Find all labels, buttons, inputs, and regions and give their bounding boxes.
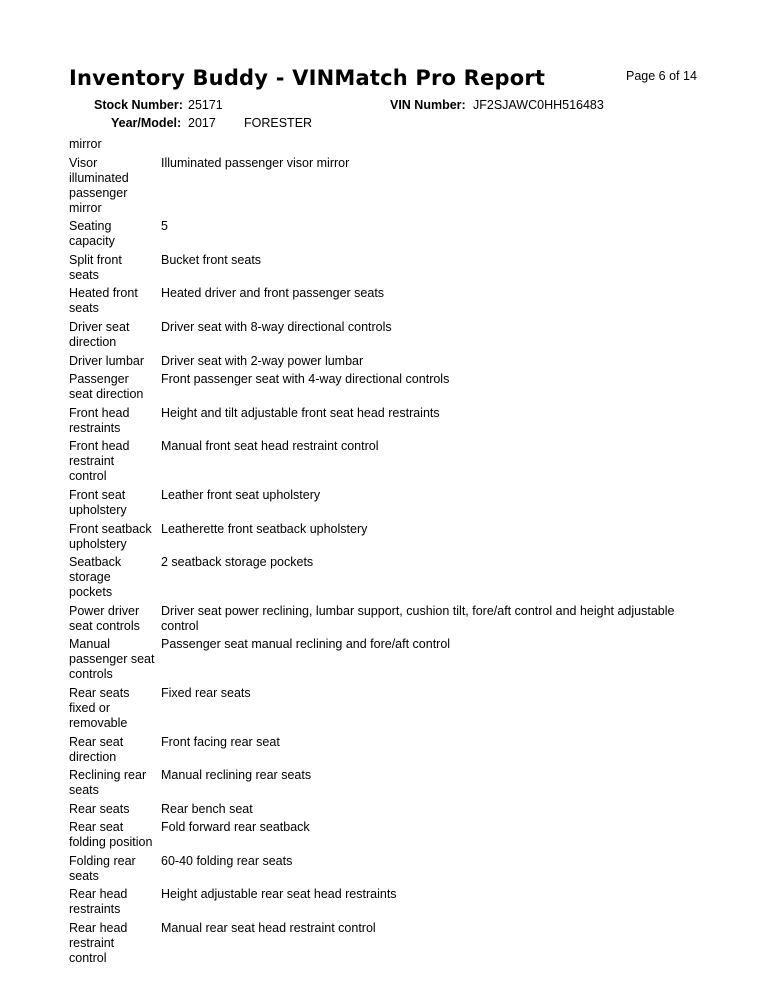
spec-label: Folding rear seats: [69, 853, 136, 883]
spec-row: [66, 406, 694, 440]
spec-row: [66, 253, 694, 287]
spec-row: [66, 439, 694, 488]
spec-label: Passenger seat direction: [69, 372, 144, 402]
page-indicator: Page 6 of 14: [626, 69, 697, 83]
spec-label: Front head restraints: [69, 405, 130, 435]
stock-number-label: Stock Number:: [94, 98, 183, 112]
spec-value: Height and tilt adjustable front seat head restraints: [161, 405, 440, 420]
spec-value: Driver seat power reclining, lumbar support, cushion tilt, fore/aft control and height adjustable control: [161, 603, 675, 633]
spec-label: Manual passenger seat controls: [69, 637, 155, 682]
spec-value: Manual rear seat head restraint control: [161, 921, 376, 936]
spec-value: Driver seat with 8-way directional controls: [161, 319, 392, 334]
spec-row: [66, 854, 694, 888]
spec-label: Rear head restraint control: [69, 921, 128, 966]
spec-row: [66, 802, 694, 821]
spec-value: Rear bench seat: [161, 801, 253, 816]
spec-value: Front facing rear seat: [161, 734, 280, 749]
spec-label: Front seatback upholstery: [69, 521, 152, 551]
spec-label: mirror: [69, 137, 102, 151]
spec-row: [66, 604, 694, 638]
spec-label: Seating capacity: [69, 219, 115, 249]
spec-value: Driver seat with 2-way power lumbar: [161, 353, 364, 368]
spec-row: [66, 354, 694, 373]
spec-label: Driver lumbar: [69, 353, 145, 368]
spec-value: Height adjustable rear seat head restraints: [161, 887, 397, 902]
spec-value: Heated driver and front passenger seats: [161, 286, 385, 301]
spec-value: 60-40 folding rear seats: [161, 853, 293, 868]
spec-label: Rear seats: [69, 801, 130, 816]
vin-number-label: VIN Number:: [390, 98, 466, 112]
spec-row: [66, 735, 694, 769]
spec-value: Front passenger seat with 4-way directional controls: [161, 372, 450, 387]
spec-row: [66, 156, 694, 220]
spec-label: Seatback storage pockets: [69, 555, 122, 600]
spec-row: [66, 686, 694, 735]
spec-label: Rear seat direction: [69, 734, 124, 764]
spec-value: 5: [161, 219, 168, 234]
spec-label: Driver seat direction: [69, 319, 130, 349]
spec-label: Split front seats: [69, 252, 122, 282]
spec-row: [66, 286, 694, 320]
spec-row: [66, 921, 694, 970]
spec-value: Bucket front seats: [161, 252, 262, 267]
spec-row: [66, 820, 694, 854]
spec-value: 2 seatback storage pockets: [161, 555, 314, 570]
spec-value: Leatherette front seatback upholstery: [161, 521, 368, 536]
spec-row: [66, 768, 694, 802]
spec-table-body: [66, 137, 694, 970]
spec-row: [66, 637, 694, 686]
spec-row: [66, 488, 694, 522]
year-model-label: Year/Model:: [111, 116, 182, 130]
spec-label: Visor illuminated passenger mirror: [69, 155, 129, 215]
report-title: Inventory Buddy - VINMatch Pro Report: [69, 66, 546, 90]
spec-value: Fold forward rear seatback: [161, 820, 310, 835]
spec-value: Manual front seat head restraint control: [161, 439, 379, 454]
vin-number-value: JF2SJAWC0HH516483: [473, 98, 604, 112]
spec-value: Manual reclining rear seats: [161, 768, 312, 783]
spec-row: [66, 555, 694, 604]
spec-row: [66, 137, 694, 156]
spec-label: Heated front seats: [69, 286, 138, 316]
stock-number-value: 25171: [188, 98, 223, 112]
spec-label: Reclining rear seats: [69, 768, 147, 798]
spec-value: Fixed rear seats: [161, 685, 251, 700]
spec-table: [66, 137, 694, 970]
spec-row: [66, 522, 694, 556]
spec-row: [66, 887, 694, 921]
spec-label: Rear head restraints: [69, 887, 128, 917]
spec-label: Front head restraint control: [69, 439, 130, 484]
spec-label: Power driver seat controls: [69, 603, 140, 633]
spec-row: [66, 219, 694, 253]
spec-row: [66, 320, 694, 354]
spec-label: Rear seats fixed or removable: [69, 685, 130, 730]
spec-label: Rear seat folding position: [69, 820, 153, 850]
model-value: FORESTER: [244, 116, 313, 130]
spec-value: [158, 137, 694, 156]
spec-value: Leather front seat upholstery: [161, 487, 321, 502]
spec-label: Front seat upholstery: [69, 487, 127, 517]
spec-value: Passenger seat manual reclining and fore/aft control: [161, 637, 451, 652]
year-value: 2017: [188, 116, 216, 130]
spec-value: Illuminated passenger visor mirror: [161, 155, 350, 170]
spec-row: [66, 372, 694, 406]
